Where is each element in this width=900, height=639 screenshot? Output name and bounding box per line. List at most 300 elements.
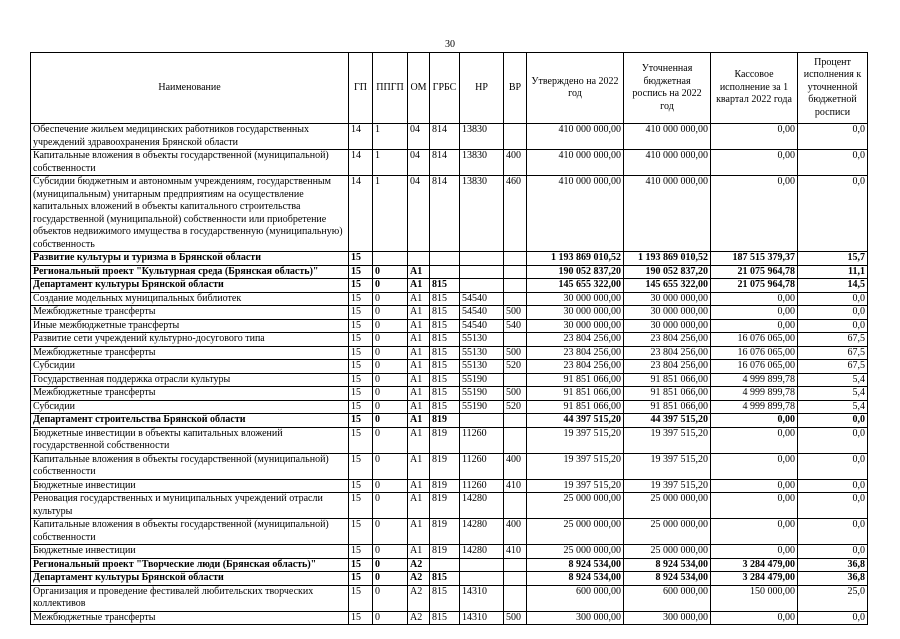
cell-grbs: 814 [430, 176, 460, 252]
cell-nr [460, 414, 504, 428]
cell-nr: 54540 [460, 319, 504, 333]
cell-name: Межбюджетные трансферты [31, 611, 349, 625]
cell-percent: 0,0 [798, 611, 868, 625]
cell-gp: 15 [349, 585, 373, 611]
cell-nr: 14280 [460, 519, 504, 545]
cell-refined: 23 804 256,00 [624, 346, 711, 360]
table-row [31, 319, 868, 333]
cell-approved: 30 000 000,00 [527, 319, 624, 333]
cell-refined: 600 000,00 [624, 585, 711, 611]
cell-gp: 15 [349, 387, 373, 401]
cell-om: А1 [408, 479, 430, 493]
table-row [31, 150, 868, 176]
cell-grbs [430, 265, 460, 279]
cell-percent: 0,0 [798, 427, 868, 453]
cell-gp: 15 [349, 319, 373, 333]
cell-om [408, 252, 430, 266]
cell-cash: 16 076 065,00 [711, 333, 798, 347]
col-header-approved: Утверждено на 2022 год [527, 53, 624, 124]
cell-nr: 54540 [460, 292, 504, 306]
cell-gp: 15 [349, 306, 373, 320]
cell-percent: 0,0 [798, 519, 868, 545]
cell-vr: 500 [504, 387, 527, 401]
cell-grbs: 815 [430, 572, 460, 586]
cell-approved: 8 924 534,00 [527, 558, 624, 572]
cell-percent: 11,1 [798, 265, 868, 279]
cell-percent: 5,4 [798, 387, 868, 401]
cell-nr [460, 572, 504, 586]
cell-grbs: 815 [430, 333, 460, 347]
cell-cash: 0,00 [711, 414, 798, 428]
cell-refined: 30 000 000,00 [624, 292, 711, 306]
cell-ppgp: 0 [373, 306, 408, 320]
cell-percent: 0,0 [798, 453, 868, 479]
cell-name: Межбюджетные трансферты [31, 306, 349, 320]
cell-vr [504, 585, 527, 611]
cell-nr: 14310 [460, 585, 504, 611]
cell-om: А1 [408, 493, 430, 519]
col-header-name: Наименование [31, 53, 349, 124]
cell-ppgp: 0 [373, 572, 408, 586]
cell-percent: 0,0 [798, 479, 868, 493]
cell-vr [504, 265, 527, 279]
cell-nr: 55130 [460, 333, 504, 347]
cell-grbs: 815 [430, 319, 460, 333]
cell-nr: 13830 [460, 176, 504, 252]
cell-vr: 540 [504, 319, 527, 333]
cell-grbs: 815 [430, 373, 460, 387]
cell-cash: 0,00 [711, 453, 798, 479]
cell-gp: 15 [349, 427, 373, 453]
cell-refined: 19 397 515,20 [624, 453, 711, 479]
table-header-row [31, 53, 868, 124]
cell-grbs: 819 [430, 519, 460, 545]
cell-cash: 0,00 [711, 124, 798, 150]
cell-approved: 23 804 256,00 [527, 360, 624, 374]
col-header-gp: ГП [349, 53, 373, 124]
cell-cash: 0,00 [711, 292, 798, 306]
table-row [31, 572, 868, 586]
cell-ppgp: 0 [373, 400, 408, 414]
cell-ppgp: 0 [373, 558, 408, 572]
cell-name: Капитальные вложения в объекты государственной (муниципальной) собственности [31, 150, 349, 176]
cell-grbs: 815 [430, 400, 460, 414]
col-header-cash: Кассовое исполнение за 1 квартал 2022 года [711, 53, 798, 124]
cell-grbs: 819 [430, 414, 460, 428]
cell-ppgp: 0 [373, 346, 408, 360]
cell-approved: 410 000 000,00 [527, 176, 624, 252]
cell-approved: 19 397 515,20 [527, 479, 624, 493]
table-row [31, 558, 868, 572]
cell-grbs: 815 [430, 279, 460, 293]
cell-name: Департамент культуры Брянской области [31, 279, 349, 293]
cell-gp: 15 [349, 479, 373, 493]
cell-grbs: 814 [430, 124, 460, 150]
cell-gp: 15 [349, 360, 373, 374]
cell-grbs [430, 558, 460, 572]
table-row [31, 124, 868, 150]
cell-name: Бюджетные инвестиции в объекты капитальных вложений государственной собственности [31, 427, 349, 453]
cell-name: Субсидии [31, 360, 349, 374]
cell-name: Государственная поддержка отрасли культуры [31, 373, 349, 387]
cell-om: А1 [408, 519, 430, 545]
cell-refined: 25 000 000,00 [624, 519, 711, 545]
cell-approved: 8 924 534,00 [527, 572, 624, 586]
cell-percent: 15,7 [798, 252, 868, 266]
cell-nr: 54540 [460, 306, 504, 320]
cell-vr [504, 333, 527, 347]
cell-percent: 5,4 [798, 400, 868, 414]
cell-nr: 14310 [460, 611, 504, 625]
cell-vr [504, 279, 527, 293]
budget-table [30, 52, 868, 625]
cell-grbs: 815 [430, 585, 460, 611]
cell-cash: 0,00 [711, 306, 798, 320]
cell-ppgp: 0 [373, 585, 408, 611]
cell-grbs: 815 [430, 306, 460, 320]
cell-refined: 23 804 256,00 [624, 333, 711, 347]
cell-refined: 410 000 000,00 [624, 150, 711, 176]
cell-ppgp: 0 [373, 479, 408, 493]
cell-nr: 13830 [460, 150, 504, 176]
cell-om: А1 [408, 427, 430, 453]
cell-gp: 15 [349, 252, 373, 266]
cell-ppgp: 0 [373, 387, 408, 401]
cell-ppgp: 0 [373, 453, 408, 479]
cell-ppgp: 1 [373, 124, 408, 150]
table-row [31, 279, 868, 293]
cell-percent: 0,0 [798, 493, 868, 519]
cell-om: А2 [408, 572, 430, 586]
cell-name: Реновация государственных и муниципальных учреждений отрасли культуры [31, 493, 349, 519]
table-row [31, 387, 868, 401]
cell-name: Организация и проведение фестивалей любительских творческих коллективов [31, 585, 349, 611]
col-header-om: ОМ [408, 53, 430, 124]
cell-om: А1 [408, 400, 430, 414]
cell-om: А1 [408, 265, 430, 279]
cell-vr: 410 [504, 479, 527, 493]
cell-gp: 15 [349, 400, 373, 414]
cell-cash: 4 999 899,78 [711, 387, 798, 401]
cell-percent: 14,5 [798, 279, 868, 293]
cell-vr [504, 427, 527, 453]
cell-approved: 410 000 000,00 [527, 124, 624, 150]
cell-approved: 190 052 837,20 [527, 265, 624, 279]
cell-cash: 187 515 379,37 [711, 252, 798, 266]
cell-refined: 30 000 000,00 [624, 306, 711, 320]
cell-grbs: 815 [430, 346, 460, 360]
cell-nr: 55190 [460, 387, 504, 401]
cell-om: А1 [408, 387, 430, 401]
cell-name: Обеспечение жильем медицинских работников государственных учреждений здравоохранения Брянской области [31, 124, 349, 150]
col-header-percent: Процент исполнения к уточненной бюджетной росписи [798, 53, 868, 124]
cell-gp: 15 [349, 493, 373, 519]
cell-gp: 15 [349, 545, 373, 559]
cell-refined: 8 924 534,00 [624, 558, 711, 572]
cell-nr: 55190 [460, 373, 504, 387]
cell-refined: 190 052 837,20 [624, 265, 711, 279]
table-row [31, 306, 868, 320]
cell-vr [504, 124, 527, 150]
cell-approved: 145 655 322,00 [527, 279, 624, 293]
cell-ppgp: 0 [373, 493, 408, 519]
cell-approved: 23 804 256,00 [527, 333, 624, 347]
cell-percent: 0,0 [798, 319, 868, 333]
cell-approved: 44 397 515,20 [527, 414, 624, 428]
cell-grbs: 815 [430, 387, 460, 401]
table-row [31, 400, 868, 414]
cell-nr [460, 279, 504, 293]
cell-approved: 30 000 000,00 [527, 292, 624, 306]
cell-gp: 15 [349, 292, 373, 306]
cell-ppgp: 0 [373, 292, 408, 306]
cell-ppgp: 0 [373, 265, 408, 279]
cell-refined: 25 000 000,00 [624, 545, 711, 559]
cell-om: А2 [408, 558, 430, 572]
cell-nr: 11260 [460, 453, 504, 479]
cell-percent: 0,0 [798, 292, 868, 306]
cell-vr [504, 252, 527, 266]
cell-approved: 91 851 066,00 [527, 373, 624, 387]
cell-refined: 300 000,00 [624, 611, 711, 625]
col-header-refined: Уточненная бюджетная роспись на 2022 год [624, 53, 711, 124]
cell-approved: 19 397 515,20 [527, 427, 624, 453]
cell-refined: 410 000 000,00 [624, 176, 711, 252]
cell-name: Субсидии [31, 400, 349, 414]
cell-nr: 55130 [460, 346, 504, 360]
cell-cash: 21 075 964,78 [711, 279, 798, 293]
cell-approved: 25 000 000,00 [527, 519, 624, 545]
cell-vr: 410 [504, 545, 527, 559]
cell-nr [460, 265, 504, 279]
cell-refined: 8 924 534,00 [624, 572, 711, 586]
cell-gp: 15 [349, 265, 373, 279]
cell-cash: 150 000,00 [711, 585, 798, 611]
cell-vr [504, 572, 527, 586]
col-header-vr: ВР [504, 53, 527, 124]
cell-om: 04 [408, 176, 430, 252]
cell-vr: 400 [504, 150, 527, 176]
cell-cash: 16 076 065,00 [711, 346, 798, 360]
cell-name: Департамент культуры Брянской области [31, 572, 349, 586]
cell-vr: 500 [504, 306, 527, 320]
cell-name: Субсидии бюджетным и автономным учреждениям, государственным (муниципальным) унитарным предприятиям на осуществление капитальных вложений в объекты капитального строительства государственной (муниципальной) собственности или приобретение объектов недвижимого имущества в государственную (муниципальную) собственность [31, 176, 349, 252]
cell-om: А1 [408, 453, 430, 479]
cell-cash: 0,00 [711, 611, 798, 625]
cell-percent: 25,0 [798, 585, 868, 611]
cell-ppgp: 1 [373, 150, 408, 176]
cell-approved: 91 851 066,00 [527, 400, 624, 414]
cell-name: Региональный проект "Культурная среда (Брянская область)" [31, 265, 349, 279]
cell-vr: 500 [504, 346, 527, 360]
table-row [31, 333, 868, 347]
cell-percent: 67,5 [798, 333, 868, 347]
table-row [31, 373, 868, 387]
cell-name: Бюджетные инвестиции [31, 545, 349, 559]
cell-approved: 25 000 000,00 [527, 493, 624, 519]
cell-om: А1 [408, 360, 430, 374]
cell-approved: 25 000 000,00 [527, 545, 624, 559]
cell-vr: 520 [504, 360, 527, 374]
cell-approved: 600 000,00 [527, 585, 624, 611]
cell-refined: 145 655 322,00 [624, 279, 711, 293]
cell-cash: 3 284 479,00 [711, 572, 798, 586]
cell-name: Межбюджетные трансферты [31, 346, 349, 360]
table-row [31, 427, 868, 453]
col-header-ppgp: ППГП [373, 53, 408, 124]
cell-percent: 67,5 [798, 346, 868, 360]
cell-vr: 500 [504, 611, 527, 625]
cell-om: А2 [408, 611, 430, 625]
cell-ppgp: 0 [373, 360, 408, 374]
cell-nr: 55130 [460, 360, 504, 374]
cell-percent: 0,0 [798, 545, 868, 559]
table-row [31, 414, 868, 428]
table-row [31, 265, 868, 279]
cell-nr: 13830 [460, 124, 504, 150]
cell-cash: 0,00 [711, 545, 798, 559]
cell-nr: 11260 [460, 479, 504, 493]
table-row [31, 346, 868, 360]
cell-refined: 410 000 000,00 [624, 124, 711, 150]
cell-vr: 460 [504, 176, 527, 252]
cell-name: Межбюджетные трансферты [31, 387, 349, 401]
cell-ppgp [373, 252, 408, 266]
cell-cash: 3 284 479,00 [711, 558, 798, 572]
cell-grbs: 814 [430, 150, 460, 176]
cell-gp: 15 [349, 333, 373, 347]
cell-name: Создание модельных муниципальных библиотек [31, 292, 349, 306]
cell-nr: 14280 [460, 545, 504, 559]
cell-percent: 0,0 [798, 150, 868, 176]
cell-ppgp: 0 [373, 333, 408, 347]
cell-om: А2 [408, 585, 430, 611]
table-row [31, 479, 868, 493]
cell-cash: 16 076 065,00 [711, 360, 798, 374]
cell-name: Иные межбюджетные трансферты [31, 319, 349, 333]
table-body [31, 124, 868, 625]
cell-om: А1 [408, 292, 430, 306]
cell-ppgp: 0 [373, 279, 408, 293]
table-row [31, 545, 868, 559]
cell-approved: 30 000 000,00 [527, 306, 624, 320]
cell-grbs: 815 [430, 611, 460, 625]
cell-vr [504, 292, 527, 306]
cell-percent: 0,0 [798, 414, 868, 428]
cell-percent: 36,8 [798, 558, 868, 572]
cell-cash: 0,00 [711, 427, 798, 453]
cell-grbs: 815 [430, 292, 460, 306]
table-row [31, 360, 868, 374]
cell-cash: 4 999 899,78 [711, 373, 798, 387]
cell-om: А1 [408, 414, 430, 428]
cell-om: А1 [408, 279, 430, 293]
cell-om: А1 [408, 346, 430, 360]
cell-ppgp: 0 [373, 414, 408, 428]
cell-grbs [430, 252, 460, 266]
col-header-grbs: ГРБС [430, 53, 460, 124]
cell-name: Региональный проект "Творческие люди (Брянская область)" [31, 558, 349, 572]
cell-om: 04 [408, 150, 430, 176]
cell-om: А1 [408, 545, 430, 559]
cell-gp: 14 [349, 176, 373, 252]
table-row [31, 519, 868, 545]
cell-vr [504, 414, 527, 428]
cell-percent: 0,0 [798, 124, 868, 150]
cell-grbs: 815 [430, 360, 460, 374]
cell-gp: 14 [349, 150, 373, 176]
table-row [31, 176, 868, 252]
cell-ppgp: 0 [373, 611, 408, 625]
cell-percent: 67,5 [798, 360, 868, 374]
cell-name: Развитие сети учреждений культурно-досугового типа [31, 333, 349, 347]
cell-vr [504, 373, 527, 387]
cell-gp: 15 [349, 611, 373, 625]
cell-ppgp: 0 [373, 427, 408, 453]
cell-cash: 0,00 [711, 176, 798, 252]
table-row [31, 292, 868, 306]
cell-cash: 0,00 [711, 319, 798, 333]
cell-percent: 0,0 [798, 176, 868, 252]
cell-percent: 5,4 [798, 373, 868, 387]
cell-om: А1 [408, 306, 430, 320]
cell-grbs: 819 [430, 545, 460, 559]
cell-refined: 91 851 066,00 [624, 373, 711, 387]
cell-refined: 19 397 515,20 [624, 479, 711, 493]
col-header-nr: НР [460, 53, 504, 124]
cell-gp: 14 [349, 124, 373, 150]
cell-gp: 15 [349, 279, 373, 293]
cell-cash: 0,00 [711, 479, 798, 493]
cell-nr: 11260 [460, 427, 504, 453]
cell-cash: 0,00 [711, 150, 798, 176]
cell-gp: 15 [349, 558, 373, 572]
cell-refined: 30 000 000,00 [624, 319, 711, 333]
cell-refined: 91 851 066,00 [624, 400, 711, 414]
table-row [31, 585, 868, 611]
cell-nr: 55190 [460, 400, 504, 414]
cell-om: А1 [408, 333, 430, 347]
cell-approved: 410 000 000,00 [527, 150, 624, 176]
cell-cash: 4 999 899,78 [711, 400, 798, 414]
cell-name: Капитальные вложения в объекты государственной (муниципальной) собственности [31, 453, 349, 479]
cell-nr [460, 252, 504, 266]
cell-gp: 15 [349, 453, 373, 479]
cell-refined: 25 000 000,00 [624, 493, 711, 519]
cell-gp: 15 [349, 572, 373, 586]
cell-ppgp: 0 [373, 319, 408, 333]
cell-approved: 23 804 256,00 [527, 346, 624, 360]
cell-grbs: 819 [430, 427, 460, 453]
cell-vr: 400 [504, 519, 527, 545]
cell-vr: 520 [504, 400, 527, 414]
cell-grbs: 819 [430, 493, 460, 519]
cell-om: А1 [408, 319, 430, 333]
cell-grbs: 819 [430, 479, 460, 493]
cell-approved: 19 397 515,20 [527, 453, 624, 479]
cell-ppgp: 0 [373, 545, 408, 559]
cell-refined: 19 397 515,20 [624, 427, 711, 453]
table-row [31, 453, 868, 479]
cell-grbs: 819 [430, 453, 460, 479]
cell-om: 04 [408, 124, 430, 150]
cell-cash: 0,00 [711, 493, 798, 519]
cell-nr: 14280 [460, 493, 504, 519]
cell-ppgp: 1 [373, 176, 408, 252]
cell-name: Бюджетные инвестиции [31, 479, 349, 493]
cell-approved: 300 000,00 [527, 611, 624, 625]
cell-refined: 44 397 515,20 [624, 414, 711, 428]
